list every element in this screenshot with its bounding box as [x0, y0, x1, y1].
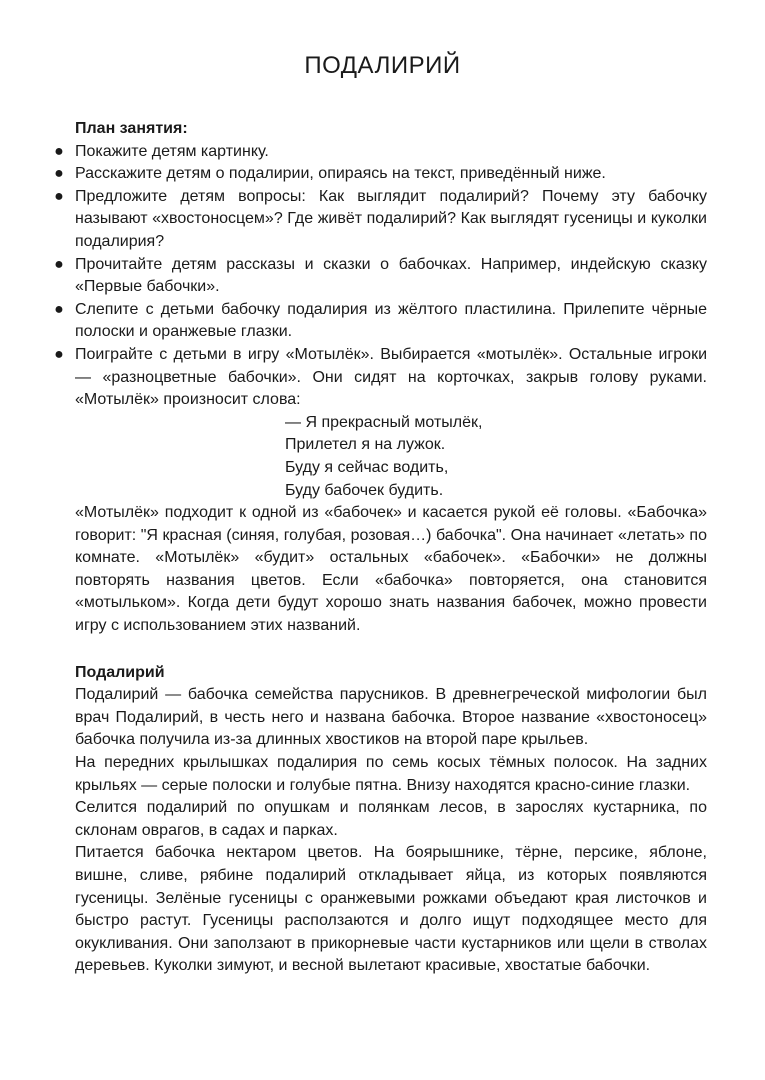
bullet-icon: ● — [54, 142, 64, 160]
info-paragraph: Селится подалирий по опушкам и полянкам лесов, в зарослях кустарника, по склонам оврагов, в садах и парках. — [75, 799, 707, 839]
plan-item: ● Прочитайте детям рассказы и сказки о бабочках. Например, индейскую сказку «Первые бабочки». — [51, 254, 707, 299]
plan-list — [54, 141, 707, 412]
plan-item: ● Расскажите детям о подалирии, опираясь на текст, приведённый ниже. — [51, 163, 707, 186]
bullet-icon: ● — [54, 165, 64, 183]
bullet-icon: ● — [54, 345, 64, 363]
bullet-icon: ● — [54, 300, 64, 318]
info-paragraph: Питается бабочка нектаром цветов. На боярышнике, тёрне, персике, яблоне, вишне, сливе, рябине подалирий откладывает яйца, из которых появляются гусеницы. Зелёные гусеницы с оранжевыми рожками объедают края листочков и быстро растут. Гусеницы расползаются и долго ищут подходящее место для окукливания. Они заползают в прикорневые части кустарников или щели в стволах деревьев. Куколки зимуют, и весной вылетают красивые, хвостатые бабочки. — [75, 844, 707, 975]
bullet-icon: ● — [54, 187, 64, 205]
info-section — [75, 662, 707, 978]
info-heading: Подалирий — [75, 663, 165, 681]
plan-item: ● Предложите детям вопросы: Как выглядит подалирий? Почему эту бабочку называют «хвостоносцем»? Где живёт подалирий? Как выглядят гусеницы и куколки подалирия? — [51, 186, 707, 254]
poem-line: — Я прекрасный мотылёк, — [285, 413, 483, 431]
game-continuation: «Мотылёк» подходит к одной из «бабочек» и касается рукой её головы. «Бабочка» говорит: "Я красная (синяя, голубая, розовая…) бабочка". Она начинает «летать» по комнате. «Мотылёк» «будит» остальных «бабочек». «Бабочки» не должны повторять названия цветов. Если «бабочка» повторяется, она становится «мотыльком». Когда дети будут хорошо знать названия бабочек, можно провести игру с использованием этих названий. — [75, 504, 707, 635]
info-paragraph: На передних крылышках подалирия по семь косых тёмных полосок. На задних крыльях — серые полоски и голубые пятна. Внизу находятся красно-синие глазки. — [75, 754, 707, 794]
game-poem — [75, 412, 707, 502]
poem-line: Прилетел я на лужок. — [285, 436, 446, 454]
plan-heading: План занятия: — [75, 120, 188, 137]
page-content — [54, 118, 707, 978]
page-title: ПОДАЛИРИЙ — [304, 52, 461, 79]
info-paragraph: Подалирий — бабочка семейства парусников. В древнегреческой мифологии был врач Подалирий, в честь него и названа бабочка. Второе название «хвостоносец» бабочка получила из-за длинных хвостиков на второй паре крыльев. — [75, 686, 707, 749]
plan-item: ● Слепите с детьми бабочку подалирия из жёлтого пластилина. Прилепите чёрные полоски и оранжевые глазки. — [51, 299, 707, 344]
plan-item: ● Поиграйте с детьми в игру «Мотылёк». Выбирается «мотылёк». Остальные игроки — «разноцветные бабочки». Они сидят на корточках, закрыв голову руками. «Мотылёк» произносит слова: — [51, 344, 707, 412]
poem-line: Буду я сейчас водить, — [285, 458, 449, 476]
poem-line: Буду бабочек будить. — [285, 481, 444, 499]
bullet-icon: ● — [54, 255, 64, 273]
plan-item: ● Покажите детям картинку. — [51, 141, 707, 164]
